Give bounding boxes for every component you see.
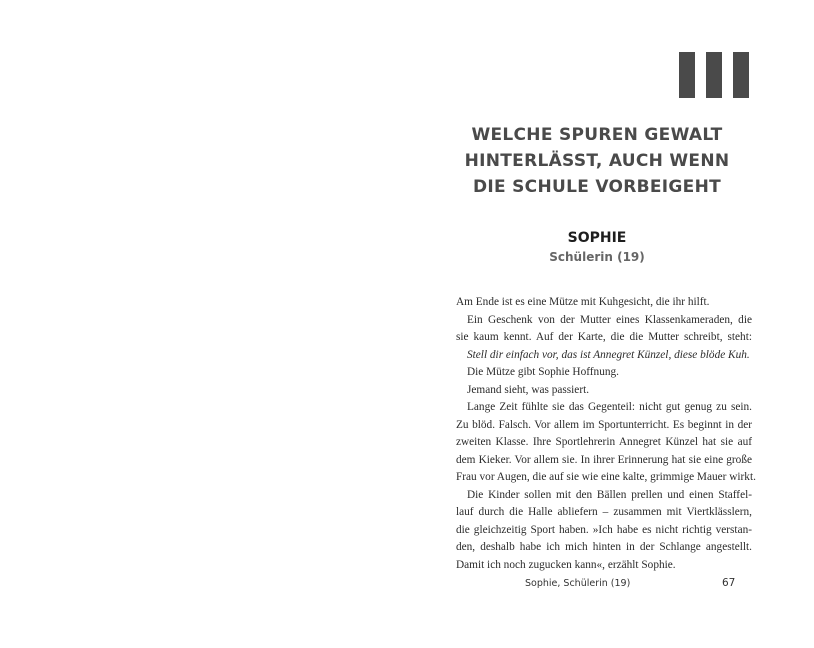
chapter-number-bar xyxy=(733,52,749,98)
chapter-title xyxy=(430,122,764,200)
body-line: dem Kieker. Vor allem sie. In ihrer Erinnerung hat sie eine große xyxy=(456,453,752,466)
body-line: sie kaum kennt. Auf der Karte, die die Mutter schreibt, steht: xyxy=(456,331,752,343)
page-number: 67 xyxy=(722,577,736,589)
body-line-italic: Stell dir einfach vor, das ist Annegret Künzel, diese blöde Kuh. xyxy=(467,348,750,361)
body-line: Damit ich noch zugucken kann«, erzählt Sophie. xyxy=(456,558,676,571)
body-line: zweiten Klasse. Ihre Sportlehrerin Annegret Künzel hat sie auf xyxy=(456,436,752,448)
person-role: Schülerin (19) xyxy=(549,250,645,264)
person-name: SOPHIE xyxy=(567,230,627,246)
body-text xyxy=(456,294,756,574)
body-line: Die Kinder sollen mit den Bällen prellen und einen Staffel- xyxy=(467,488,752,501)
body-line: Zu blöd. Falsch. Vor allem im Sportunterricht. Es beginnt in der xyxy=(456,418,752,431)
chapter-title-line: DIE SCHULE VORBEIGEHT xyxy=(472,177,722,197)
chapter-title-line: HINTERLÄSST, AUCH WENN xyxy=(464,151,730,171)
body-line: Die Mütze gibt Sophie Hoffnung. xyxy=(467,366,619,378)
body-line: lauf durch die Halle abliefern – zusammen mit Viertklässlern, xyxy=(456,506,752,518)
chapter-number-bar xyxy=(679,52,695,98)
body-line: Am Ende ist es eine Mütze mit Kuhgesicht, die ihr hilft. xyxy=(456,296,710,308)
chapter-number xyxy=(679,52,749,98)
chapter-title-line: WELCHE SPUREN GEWALT xyxy=(471,125,723,145)
body-line: Ein Geschenk von der Mutter eines Klassenkameraden, die xyxy=(467,313,752,326)
body-line: den, deshalb habe ich mich hinten in der Schlange angestellt. xyxy=(456,541,752,553)
chapter-number-bar xyxy=(706,52,722,98)
body-line: Lange Zeit fühlte sie das Gegenteil: nicht gut genug zu sein. xyxy=(467,401,752,413)
running-footer: Sophie, Schülerin (19) xyxy=(525,578,631,589)
body-line: Frau vor Augen, die auf sie wie eine kalte, grimmige Mauer wirkt. xyxy=(456,471,756,483)
body-line: Jemand sieht, was passiert. xyxy=(467,383,590,396)
body-line: die gleichzeitig Sport haben. »Ich habe es nicht richtig verstan- xyxy=(456,523,752,536)
